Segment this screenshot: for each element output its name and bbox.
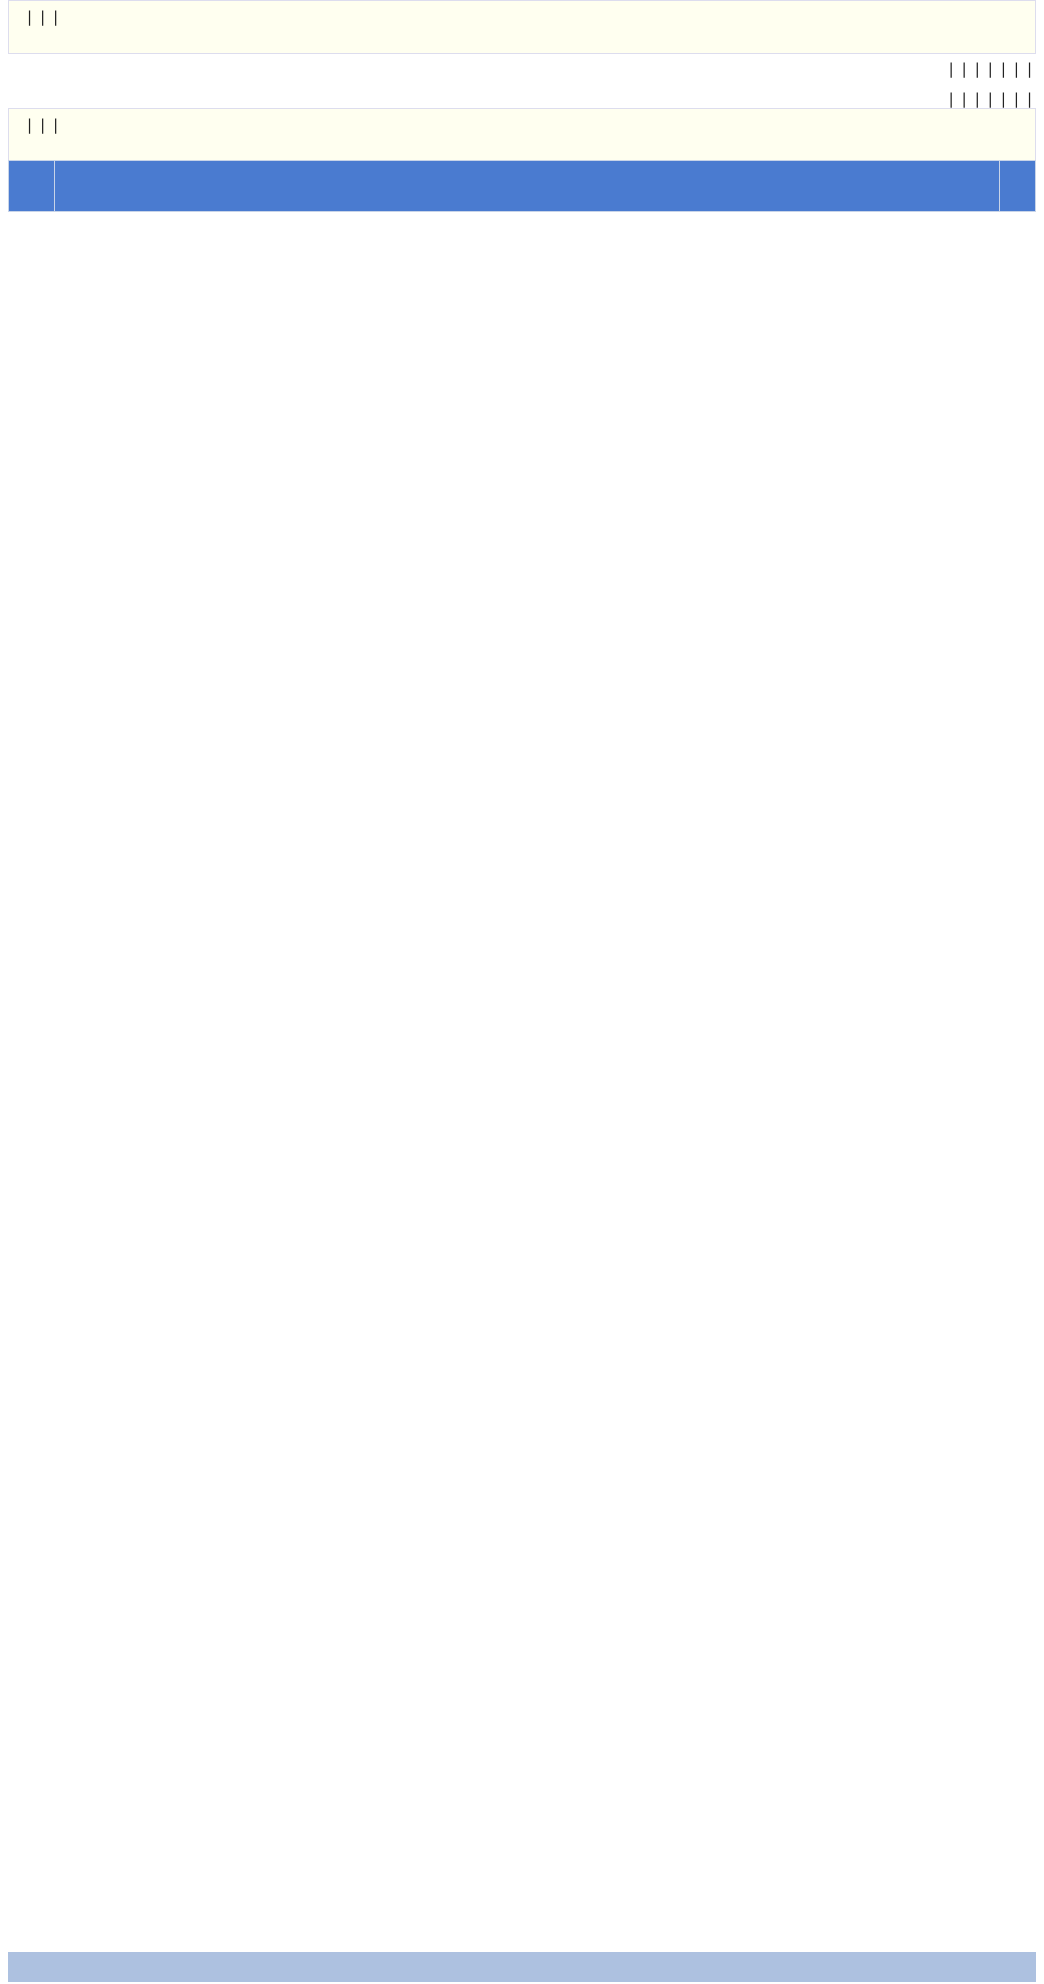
table-header-row: [9, 161, 1036, 212]
page-info-top: [8, 108, 1036, 162]
access-header: [1000, 161, 1036, 212]
page-title: [0, 62, 1044, 81]
ranking-table: [8, 160, 1036, 212]
title-header: [55, 161, 1000, 212]
period-selector-bottom: | | | | | | |: [948, 60, 1032, 78]
page-info-bottom: [8, 0, 1036, 54]
rank-header: [9, 161, 55, 212]
pagination-top: | | |: [27, 116, 59, 134]
bottom-bar: [8, 1952, 1036, 1982]
period-selector-top: | | | | | | |: [948, 90, 1032, 108]
pagination-bottom: | | |: [27, 8, 59, 26]
